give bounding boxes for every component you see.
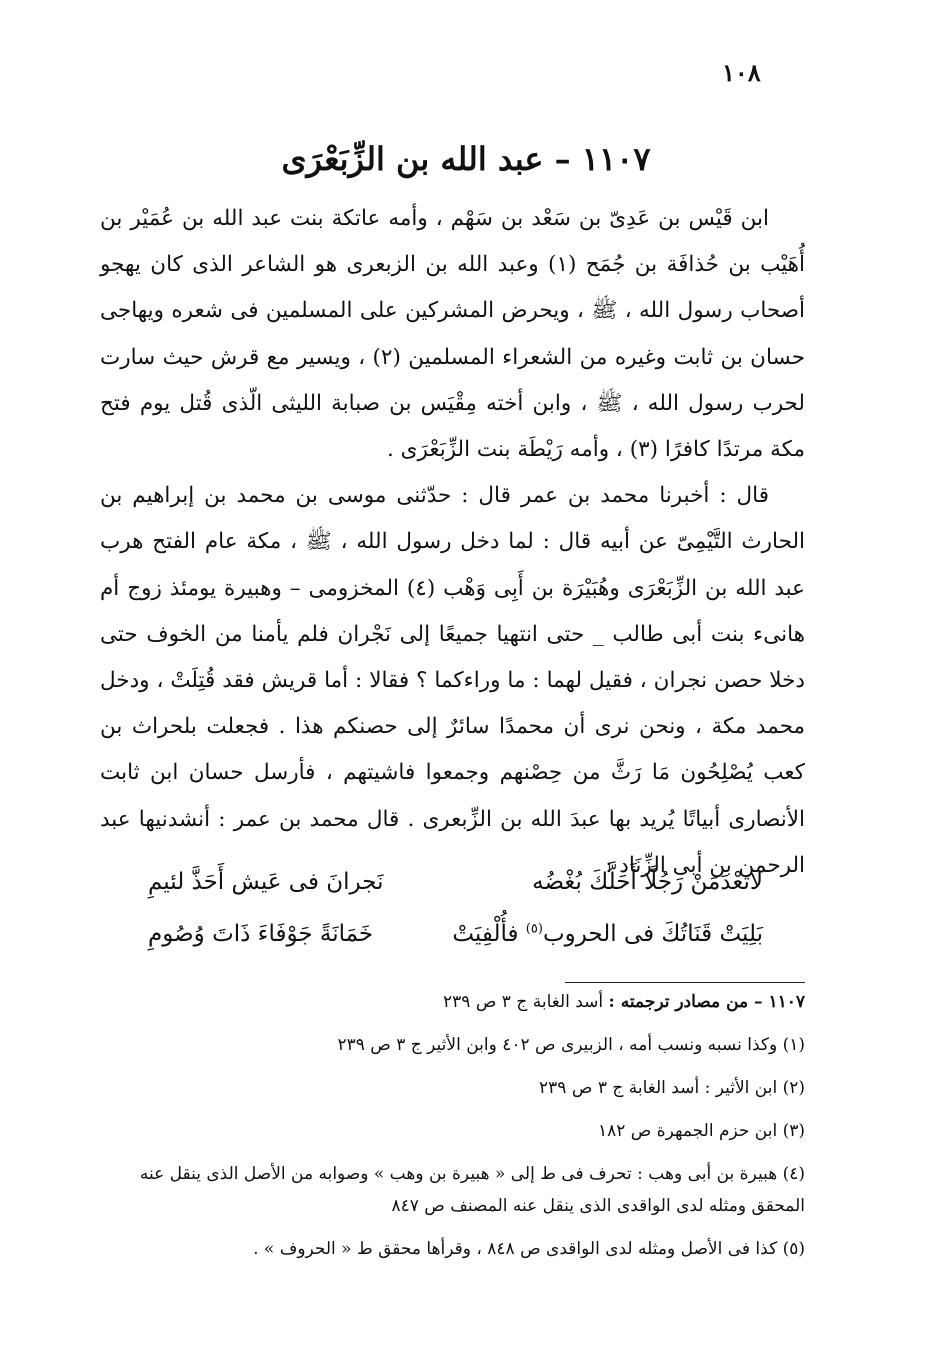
- hemistich-tail: فأُلْفِيَتْ: [452, 921, 526, 947]
- footnote-5: (٥) كذا فى الأصل ومثله لدى الواقدى ص ٨٤٨ ، وقرأها محقق ط « الحروف » .: [253, 1239, 805, 1259]
- footnote-2: (٢) ابن الأثير : أسد الغابة ج ٣ ص ٢٣٩: [539, 1078, 805, 1098]
- verse: [148, 856, 763, 908]
- poem: [148, 856, 763, 960]
- sources-note-text: أسد الغابة ج ٣ ص ٢٣٩: [443, 992, 609, 1012]
- verse-first-hemistich: [452, 908, 763, 960]
- verse: [148, 908, 763, 960]
- paragraph-narration: قال : أخبرنا محمد بن عمر قال : حدّثنى موسى بن محمد بن إبراهيم بن الحارث التَّيْمِىّ عن أبيه قال : لما دخل رسول الله ، ﷺ ، مكة عام الفتح هرب عبد الله بن الزِّبَعْرَى وهُبَيْرَة بن أَبِى وَهْب (٤) المخزومى – وهبيرة يومئذ زوج أم هانىء بنت أبى طالب _ حتى انتهيا جميعًا إلى نَجْران فلم يأمنا من الخوف حتى دخلا حصن نجران ، فقيل لهما : ما وراءكما ؟ فقالا : أما قريش فقد قُتِلَتْ ، ودخل محمد مكة ، ونحن نرى أن محمدًا سائرٌ إلى حصنكم هذا . فجعلت بلحراث بن كعب يُصْلِحُون مَا رَثَّ من حِصْنهم وجمعوا فاشيتهم ، فأرسل حسان ابن ثابت الأنصارى أبياتًا يُريد بها عبدَ الله بن الزِّبعرى . قال محمد بن عمر : أنشدنيها عبد الرحمن بن أبى الزِّنَاد :: [100, 483, 805, 878]
- hemistich-text: بَلِيَتْ قَنَاتُكَ فى الحروب: [542, 921, 763, 947]
- verse-second-hemistich: نَجرانَ فى عَيش أَحَذَّ لئيمِ: [148, 869, 384, 895]
- page-number: ١٠٨: [722, 58, 761, 87]
- entry-title: ١١٠٧ – عبد الله بن الزِّبَعْرَى: [281, 140, 651, 178]
- paragraph-lineage: ابن قَيْس بن عَدِىّ بن سَعْد بن سَهْم ، وأمه عاتكة بنت عبد الله بن عُمَيْر بن أُهَيْب بن حُذافَة بن جُمَح (١) وعبد الله بن الزبعرى هو الشاعر الذى كان يهجو أصحاب رسول الله ، ﷺ ، ويحرض المشركين على المسلمين فى شعره ويهاجى حسان بن ثابت وغيره من الشعراء المسلمين (٢) ، ويسير مع قرش حيث سارت لحرب رسول الله ، ﷺ ، وابن أخته مِقْيَس بن صبابة الليثى الّذى قُتل يوم فتح مكة مرتدًا كافرًا (٣) ، وأمه رَيْطَة بنت الزِّبَعْرَى .: [100, 206, 805, 463]
- sources-note: [100, 986, 805, 1018]
- verse-first-hemistich: لاتَعْدَمَنْ رَجُلًا أَحَلَّكَ بُغْضُه: [532, 869, 763, 895]
- footnote-4: (٤) هبيرة بن أبى وهب : تحرف فى ط إلى « هبيرة بن وهب » وصوابه من الأصل الذى ينقل عنه المحقق ومثله لدى الواقدى الذى ينقل عنه المصنف ص ٨٤٧: [139, 1164, 805, 1216]
- footnote-marker: (٥): [525, 921, 543, 937]
- footnote-3: (٣) ابن حزم الجمهرة ص ١٨٢: [597, 1121, 805, 1141]
- footnote-divider: [565, 982, 805, 983]
- body-text: [100, 196, 805, 889]
- footnote-1: (١) وكذا نسبه ونسب أمه ، الزبيرى ص ٤٠٢ وابن الأثير ج ٣ ص ٢٣٩: [337, 1035, 805, 1055]
- sources-note-lead: ١١٠٧ – من مصادر ترجمته :: [608, 992, 805, 1012]
- verse-second-hemistich: خَمَانَةً جَوْفَاءَ ذَاتَ وُصُومِ: [148, 921, 374, 947]
- footnotes: [100, 986, 805, 1265]
